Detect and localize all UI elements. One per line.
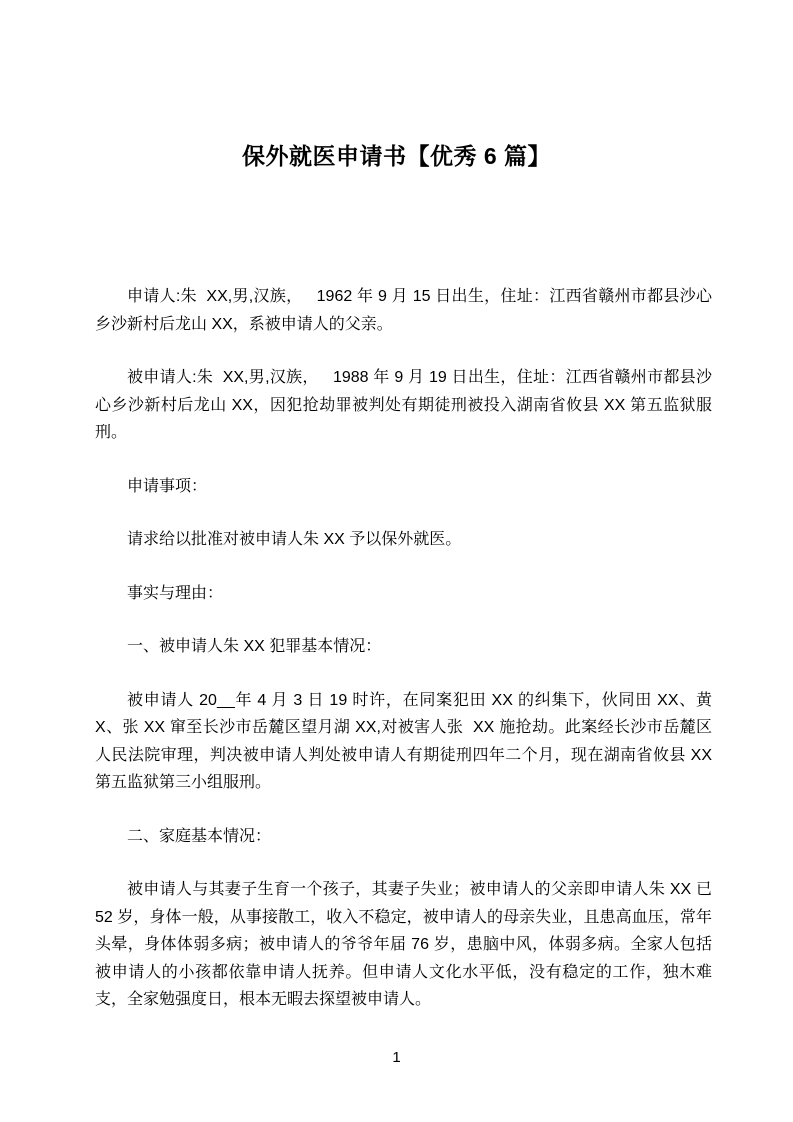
paragraph-facts-heading: 事实与理由： xyxy=(127,584,224,602)
paragraph-request-body: 请求给以批准对被申请人朱 XX 予以保外就医。 xyxy=(127,531,462,548)
paragraph-section-one-heading: 一、被申请人朱 XX 犯罪基本情况： xyxy=(127,638,382,655)
paragraph-section-one-body: 被申请人 20__年 4 月 3 日 19 时许，在同案犯田 XX 的纠集下，伙同田 XX、黄 X、张 XX 窜至长沙市岳麓区望月湖 XX,对被害人张 XX 施抢劫。此案经长沙市岳麓区人民法院审理，判决被申请人判处被申请人有期徒刑四年二个月，现在湖南省攸县 XX 第五监狱第三小组服刑。 xyxy=(95,691,717,791)
paragraph-request-heading: 申请事项： xyxy=(127,477,208,495)
paragraph-section-two-body: 被申请人与其妻子生育一个孩子，其妻子失业；被申请人的父亲即申请人朱 XX 已 52 岁，身体一般，从事接散工，收入不稳定，被申请人的母亲失业，且患高血压，常年头晕，身体体弱多病；被申请人的爷爷年届 76 岁，患脑中风，体弱多病。全家人包括被申请人的小孩都依靠申请人抚养。但申请人文化水平低，没有稳定的工作，独木难支，全家勉强度日，根本无暇去探望被申请人。 xyxy=(95,881,717,1008)
document-title: 保外就医申请书【优秀 6 篇】 xyxy=(241,143,552,169)
paragraph-respondent: 被申请人:朱 XX,男,汉族， 1988 年 9 月 19 日出生，住址：江西省赣州市都县沙心乡沙新村后龙山 XX，因犯抢劫罪被判处有期徒刑被投入湖南省攸县 XX 第五监狱服刑。 xyxy=(95,369,712,441)
page-number: 1 xyxy=(392,1049,401,1066)
paragraph-applicant: 申请人:朱 XX,男,汉族， 1962 年 9 月 15 日出生，住址：江西省赣州市都县沙心乡沙新村后龙山 XX，系被申请人的父亲。 xyxy=(95,288,712,333)
document-body xyxy=(95,283,717,1040)
paragraph-section-two-heading: 二、家庭基本情况： xyxy=(127,827,272,845)
